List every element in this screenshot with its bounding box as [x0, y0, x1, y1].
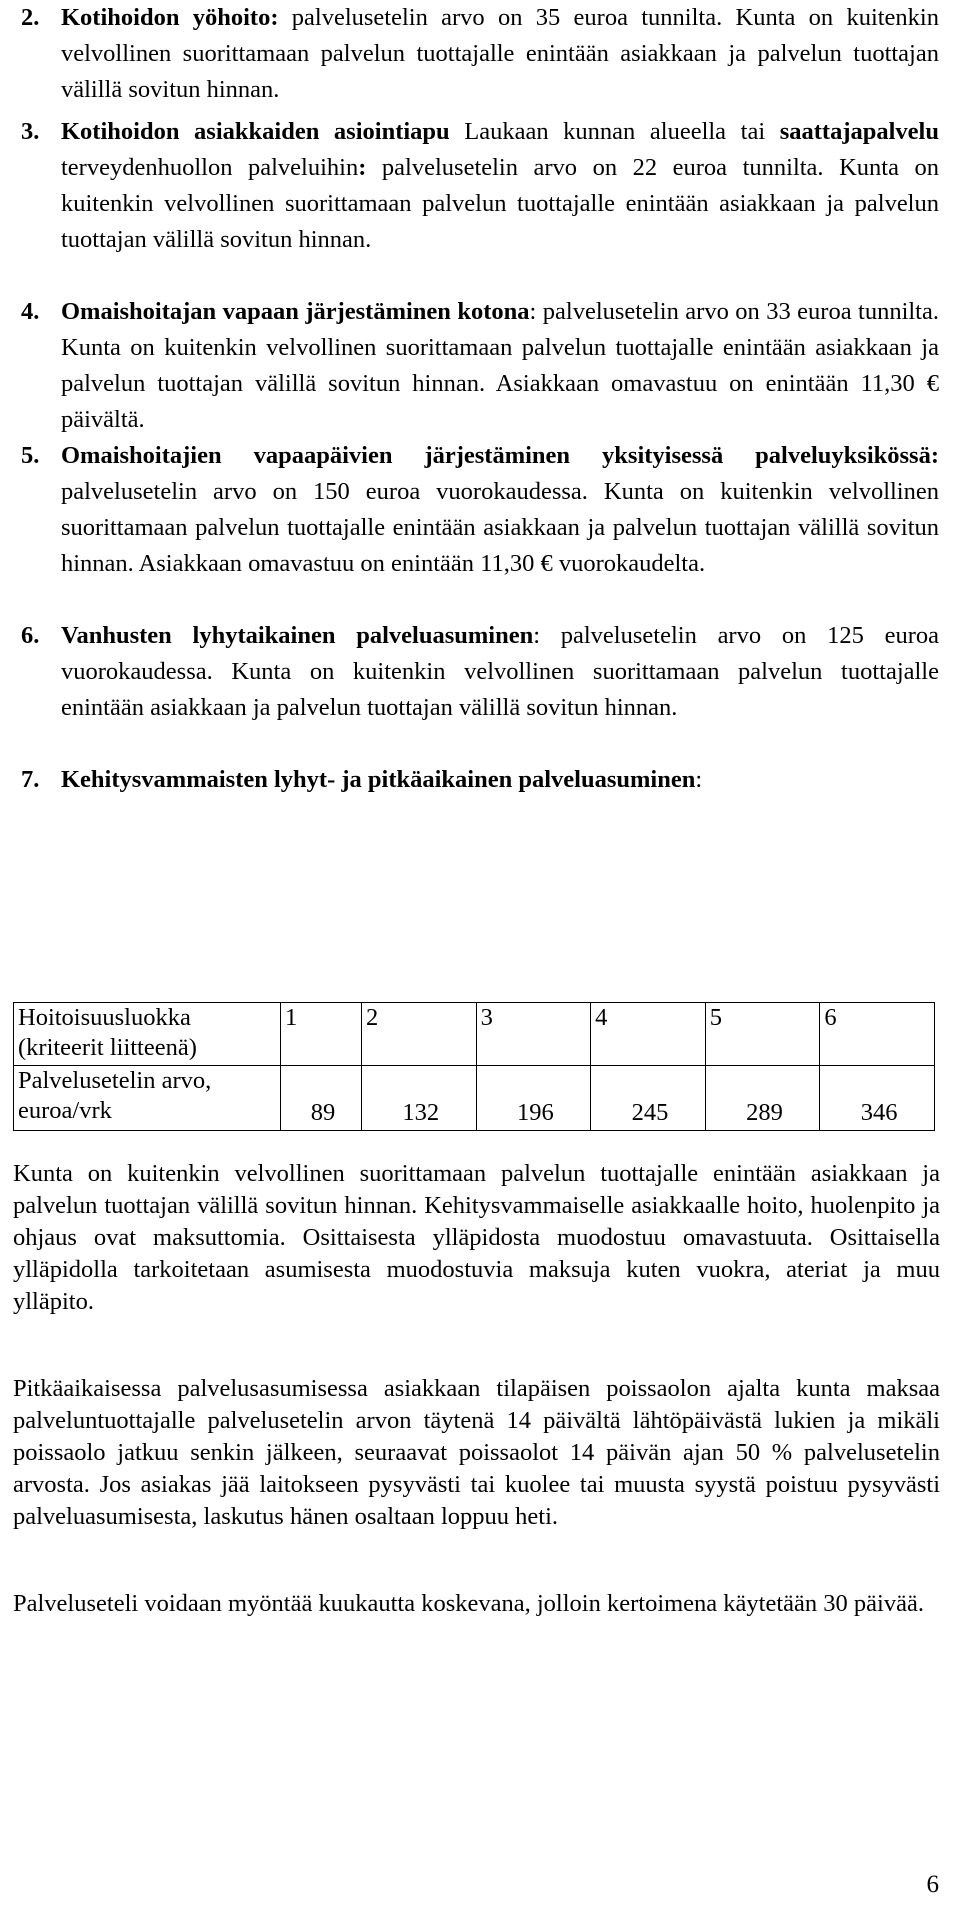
table-cell: 1: [281, 1003, 362, 1066]
table-cell: 196: [476, 1066, 591, 1131]
table-cell: 2: [361, 1003, 476, 1066]
list-item-5: [21, 438, 939, 582]
table-cell-label: Palvelusetelin arvo, euroa/vrk: [14, 1066, 281, 1131]
item-number: 5.: [21, 442, 40, 469]
item-number: 3.: [21, 118, 40, 145]
list-item-3: [21, 114, 939, 258]
item-body: [61, 294, 939, 438]
table-row: [14, 1003, 935, 1066]
item-text: Laukaan kunnan alueella tai: [449, 118, 780, 145]
item-heading: Omaishoitajien vapaapäivien järjestäminen yksityisessä palveluyksikössä:: [61, 442, 939, 469]
item-heading: Kotihoidon asiakkaiden asiointiapu: [61, 118, 450, 145]
item-number: 6.: [21, 622, 40, 649]
table-cell: 89: [281, 1066, 362, 1131]
table-cell: 346: [820, 1066, 935, 1131]
item-text-2: terveydenhuollon palveluihin: [61, 154, 359, 181]
table-cell: 4: [591, 1003, 706, 1066]
item-heading: Kotihoidon yöhoito:: [61, 4, 279, 31]
item-heading: Vanhusten lyhytaikainen palveluasuminen: [61, 622, 534, 649]
table-cell: 3: [476, 1003, 591, 1066]
item-body: [61, 0, 939, 108]
item-text: : palvelusetelin arvo on 33 euroa tunnilta. Kunta on kuitenkin velvollinen suorittamaan palvelun tuottajalle enintään asiakkaan ja palvelun tuottajan välillä sovitun hinnan. Asiakkaan omavastuu on enintään 11,30 € päivältä.: [61, 298, 939, 433]
page-number: 6: [926, 1871, 939, 1898]
item-colon: :: [358, 154, 367, 181]
item-text: : palvelusetelin arvo on 125 euroa vuorokaudessa. Kunta on kuitenkin velvollinen suorittamaan palvelun tuottajalle enintään asiakkaan ja palvelun tuottajan välillä sovitun hinnan.: [61, 622, 939, 721]
item-text: palvelusetelin arvo on 35 euroa tunnilta. Kunta on kuitenkin velvollinen suorittamaan palvelun tuottajalle enintään asiakkaan ja palvelun tuottajan välillä sovitun hinnan.: [61, 4, 939, 103]
list-item-7: [21, 762, 939, 798]
item-body: [61, 438, 939, 582]
paragraph: Pitkäaikaisessa palvelusasumisessa asiakkaan tilapäisen poissaolon ajalta kunta maksaa palveluntuottajalle palvelusetelin arvon täytenä 14 päivältä lähtöpäivästä lukien ja mikäli poissaolo jatkuu senkin jälkeen, seuraavat poissaolot 14 päivän ajan 50 % palvelusetelin arvosta. Jos asiakas jää laitokseen pysyvästi tai kuolee tai muusta syystä poistuu pysyvästi palveluasumisesta, laskutus hänen osaltaan loppuu heti.: [13, 1375, 940, 1530]
item-number: 7.: [21, 766, 40, 793]
item-text-3: palvelusetelin arvo on 22 euroa tunnilta. Kunta on kuitenkin velvollinen suorittamaan palvelun tuottajalle enintään asiakkaan ja palvelun tuottajan välillä sovitun hinnan.: [61, 154, 939, 253]
table-cell: 6: [820, 1003, 935, 1066]
item-text: palvelusetelin arvo on 150 euroa vuorokaudessa. Kunta on kuitenkin velvollinen suorittamaan palvelun tuottajalle enintään asiakkaan ja palvelun tuottajan välillä sovitun hinnan. Asiakkaan omavastuu on enintään 11,30 € vuorokaudelta.: [61, 478, 939, 577]
item-heading-2: saattajapalvelu: [779, 118, 939, 145]
list-item-6: [21, 618, 939, 726]
item-body: [61, 762, 939, 798]
item-number: 2.: [21, 4, 40, 31]
item-body: [61, 114, 939, 258]
paragraph: Palveluseteli voidaan myöntää kuukautta koskevana, jolloin kertoimena käytetään 30 päivää.: [13, 1590, 924, 1617]
table-cell: 245: [591, 1066, 706, 1131]
list-item-2: [21, 0, 939, 108]
list-item-4: [21, 294, 939, 438]
item-number: 4.: [21, 298, 40, 325]
paragraph: Kunta on kuitenkin velvollinen suorittamaan palvelun tuottajalle enintään asiakkaan ja palvelun tuottajan välillä sovitun hinnan. Kehitysvammaiselle asiakkaalle hoito, huolenpito ja ohjaus ovat maksuttomia. Osittaisesta ylläpidosta muodostuu omavastuuta. Osittaisella ylläpidolla tarkoitetaan asumisesta muodostuvia maksuja kuten vuokra, ateriat ja muu ylläpito.: [13, 1160, 940, 1315]
item-heading: Kehitysvammaisten lyhyt- ja pitkäaikainen palveluasuminen: [61, 766, 696, 793]
rates-table: [13, 1002, 935, 1131]
item-heading: Omaishoitajan vapaan järjestäminen kotona: [61, 298, 530, 325]
table-cell: 289: [705, 1066, 820, 1131]
table-cell: 132: [361, 1066, 476, 1131]
item-body: [61, 618, 939, 726]
item-text: :: [695, 766, 703, 793]
table-row: [14, 1066, 935, 1131]
table-cell-label: Hoitoisuusluokka (kriteerit liitteenä): [14, 1003, 281, 1066]
table-cell: 5: [705, 1003, 820, 1066]
